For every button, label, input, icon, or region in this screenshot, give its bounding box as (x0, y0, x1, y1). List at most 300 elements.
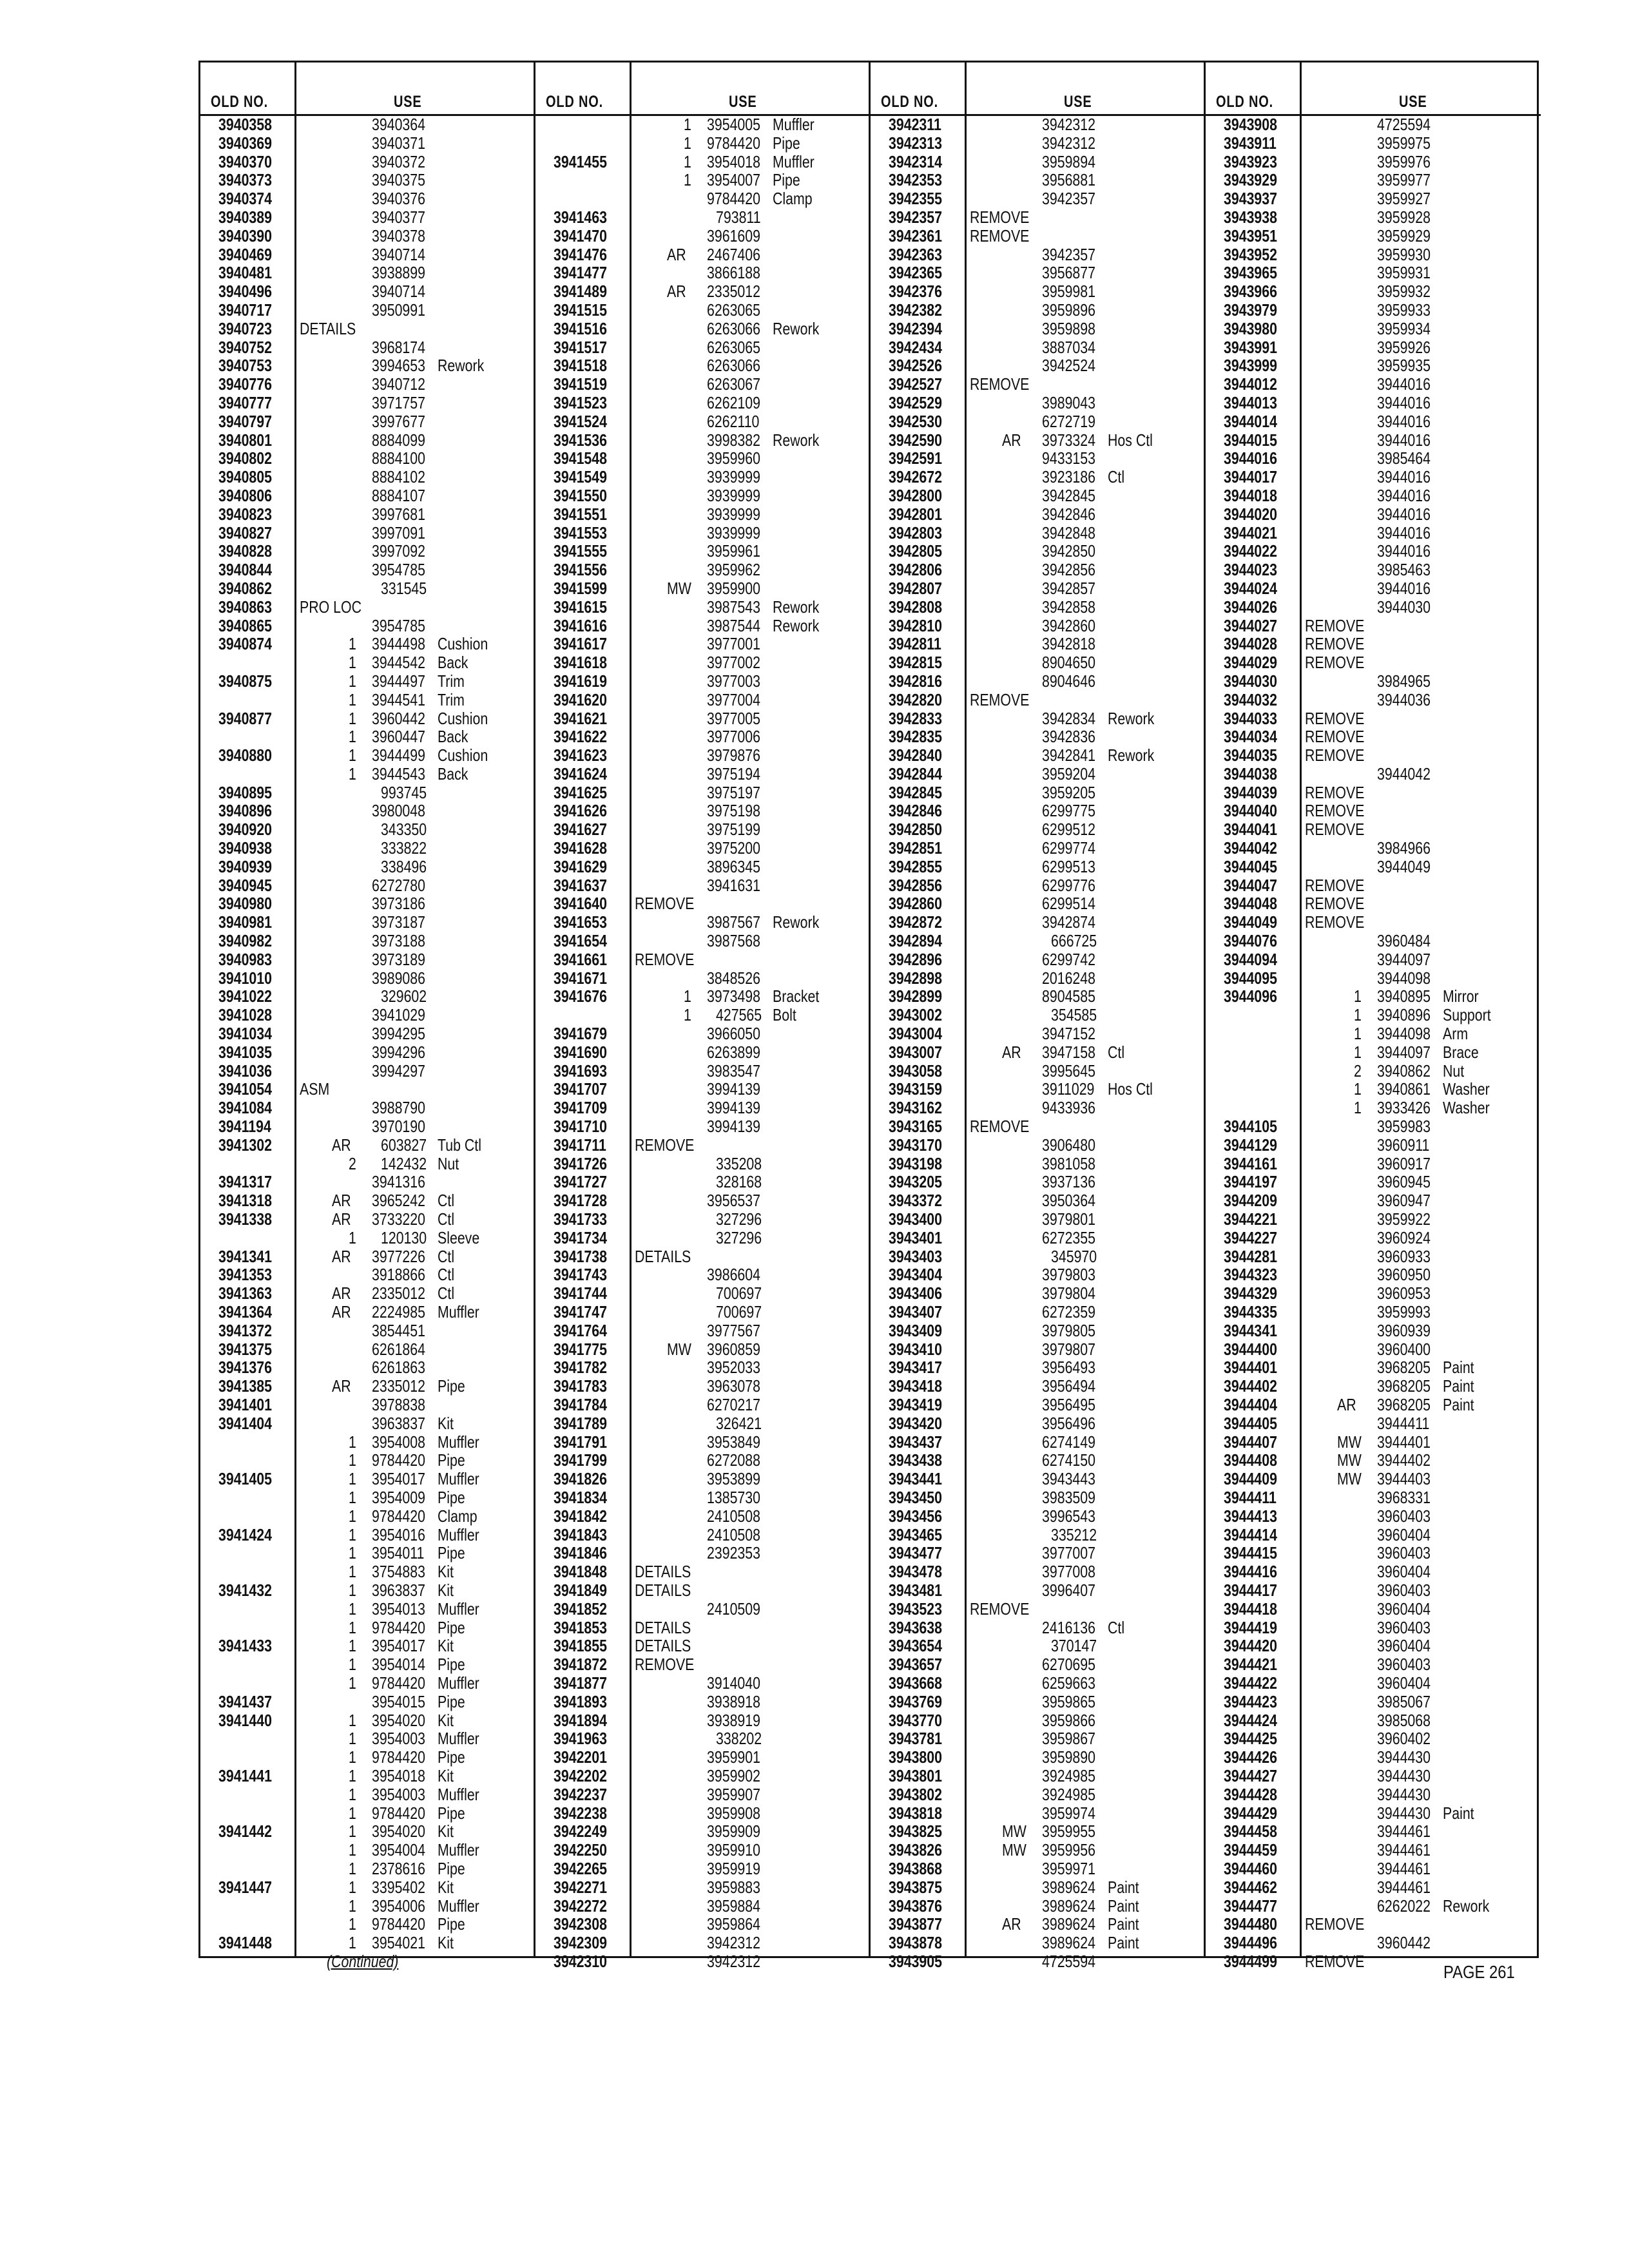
part-description: Brace (1443, 1042, 1479, 1062)
old-part-number: 3943420 (889, 1413, 943, 1433)
old-part-number: 3944409 (1224, 1469, 1278, 1489)
part-description: Ctl (438, 1191, 455, 1211)
old-part-number: 3944408 (1224, 1450, 1278, 1470)
use-part-number: 8904646 (1042, 671, 1096, 691)
old-part-number: 3941799 (554, 1450, 608, 1470)
table-row (1206, 1637, 1541, 1655)
use-part-number: 9784420 (372, 1450, 426, 1470)
use-part-number: 6299775 (1042, 801, 1096, 821)
use-part-number: 3942857 (1042, 578, 1096, 598)
use-part-number: 3997092 (372, 541, 426, 561)
old-part-number: 3942382 (889, 300, 943, 320)
part-description: Washer (1443, 1098, 1490, 1118)
use-part-number: 3938899 (372, 263, 426, 283)
old-part-number: 3941738 (554, 1246, 608, 1266)
use-part-number: 3977005 (707, 708, 761, 728)
old-part-number: 3941463 (554, 207, 608, 227)
old-part-number: 3940373 (218, 170, 273, 190)
table-row (535, 1785, 871, 1804)
old-part-number: 3942860 (889, 894, 943, 914)
table-row (535, 1878, 871, 1897)
table-row (200, 115, 535, 134)
use-part-number: 3944542 (372, 653, 426, 673)
table-row (200, 987, 535, 1006)
table-row (871, 1581, 1206, 1600)
old-part-number: 3941852 (554, 1599, 608, 1619)
table-row (1206, 1544, 1541, 1562)
quantity-code: 1 (684, 151, 691, 171)
old-part-number: 3941515 (554, 300, 608, 320)
use-part-number: 370147 (1051, 1636, 1097, 1656)
quantity-code: 1 (349, 1543, 356, 1563)
use-part-number: 3987568 (707, 931, 761, 951)
use-part-number: 3977567 (707, 1320, 761, 1340)
old-part-number: 3943826 (889, 1840, 943, 1860)
table-row (1206, 1693, 1541, 1711)
table-row (1206, 1785, 1541, 1804)
quantity-code: 1 (684, 1005, 691, 1025)
use-part-number: 9784420 (372, 1617, 426, 1637)
old-part-number: 3942591 (889, 448, 943, 468)
old-part-number: 3940496 (218, 282, 273, 302)
old-part-number: 3944028 (1224, 634, 1278, 654)
use-part-number: 3959956 (1042, 1840, 1096, 1860)
use-part-number: 9784420 (707, 133, 761, 153)
table-row (200, 356, 535, 375)
use-part-number: 3944403 (1377, 1469, 1431, 1489)
old-part-number: 3943980 (1224, 318, 1278, 338)
table-row (200, 1247, 535, 1266)
table-row (1206, 282, 1541, 301)
old-part-number: 3942434 (889, 337, 943, 357)
use-part-number: 3959929 (1377, 226, 1431, 245)
use-part-number: 3959865 (1042, 1691, 1096, 1711)
part-description: Clamp (773, 189, 813, 209)
old-part-number: 3941364 (218, 1302, 273, 1321)
table-row (200, 264, 535, 282)
table-row (871, 356, 1206, 375)
table-row (1206, 1488, 1541, 1507)
part-description: Clamp (438, 1506, 477, 1526)
old-part-number: 3940895 (218, 782, 273, 802)
old-part-number: 3942237 (554, 1784, 608, 1804)
table-row (200, 1804, 535, 1823)
table-row (871, 1804, 1206, 1823)
part-description: Muffler (438, 1840, 479, 1860)
use-part-number: 3979803 (1042, 1265, 1096, 1285)
table-row (200, 449, 535, 468)
table-row (535, 134, 871, 153)
table-row (535, 1934, 871, 1952)
table-row (200, 1358, 535, 1377)
quantity-code: 1 (349, 764, 356, 783)
status-note: REMOVE (1305, 1914, 1365, 1934)
status-note: DETAILS (635, 1636, 691, 1656)
old-part-number: 3942265 (554, 1858, 608, 1878)
table-row (535, 375, 871, 394)
old-part-number: 3944076 (1224, 931, 1278, 951)
column-4 (1206, 62, 1541, 1971)
part-description: Kit (438, 1933, 454, 1953)
status-note: REMOVE (1305, 615, 1365, 635)
use-part-number: 3996407 (1042, 1580, 1096, 1600)
old-part-number: 3944026 (1224, 597, 1278, 617)
old-part-number: 3942527 (889, 374, 943, 394)
old-part-number: 3943769 (889, 1691, 943, 1711)
table-row (200, 505, 535, 524)
use-part-number: 3944461 (1377, 1877, 1431, 1897)
use-part-number: 3944497 (372, 671, 426, 691)
quantity-code: AR (667, 244, 686, 264)
old-part-number: 3944407 (1224, 1432, 1278, 1452)
use-part-number: 3942850 (1042, 541, 1096, 561)
old-part-number: 3942310 (554, 1951, 608, 1971)
use-part-number: 2378616 (372, 1858, 426, 1878)
use-part-number: 3944461 (1377, 1858, 1431, 1878)
old-part-number: 3943999 (1224, 356, 1278, 376)
old-part-number: 3943965 (1224, 263, 1278, 283)
table-row (871, 1247, 1206, 1266)
table-row (535, 1674, 871, 1693)
old-part-number: 3940389 (218, 207, 273, 227)
part-description: Paint (1443, 1376, 1474, 1396)
old-part-number: 3940723 (218, 318, 273, 338)
use-part-number: 3940376 (372, 189, 426, 209)
old-part-number: 3941440 (218, 1710, 273, 1730)
use-part-number: 3944016 (1377, 392, 1431, 412)
use-part-number: 3944016 (1377, 578, 1431, 598)
old-part-number: 3943417 (889, 1358, 943, 1378)
old-part-number: 3943477 (889, 1543, 943, 1563)
part-description: Rework (1443, 1896, 1490, 1916)
table-row (1206, 1191, 1541, 1210)
part-description: Ctl (1108, 1042, 1125, 1062)
old-part-number: 3941599 (554, 578, 608, 598)
use-part-number: 345970 (1051, 1246, 1097, 1266)
old-part-number: 3940390 (218, 226, 273, 245)
old-part-number: 3944015 (1224, 430, 1278, 450)
table-row (1206, 709, 1541, 728)
old-part-number: 3943908 (1224, 115, 1278, 134)
old-part-number: 3942672 (889, 467, 943, 487)
old-part-number: 3944419 (1224, 1617, 1278, 1637)
old-part-number: 3944499 (1224, 1951, 1278, 1971)
table-row (200, 1340, 535, 1359)
old-part-number: 3944400 (1224, 1339, 1278, 1359)
table-row (1206, 1674, 1541, 1693)
table-row (535, 1488, 871, 1507)
old-part-number: 3943478 (889, 1562, 943, 1582)
old-part-number: 3942361 (889, 226, 943, 245)
use-part-number: 3960442 (1377, 1933, 1431, 1953)
use-part-number: 9784420 (372, 1747, 426, 1767)
table-row (535, 1841, 871, 1860)
old-part-number: 3944418 (1224, 1599, 1278, 1619)
use-part-number: 3960403 (1377, 1543, 1431, 1563)
use-part-number: 3940714 (372, 244, 426, 264)
old-part-number: 3940828 (218, 541, 273, 561)
table-row (1206, 1748, 1541, 1767)
table-row (200, 542, 535, 561)
table-row (871, 1729, 1206, 1748)
use-part-number: 3959884 (707, 1896, 761, 1916)
use-part-number: 3954018 (372, 1765, 426, 1785)
use-part-number: 3939999 (707, 485, 761, 505)
old-part-number: 3941661 (554, 949, 608, 969)
old-part-number: 3940806 (218, 485, 273, 505)
use-part-number: 3960950 (1377, 1265, 1431, 1285)
old-part-number: 3940865 (218, 615, 273, 635)
table-row (871, 709, 1206, 728)
old-part-number: 3940874 (218, 634, 273, 654)
table-row (871, 1377, 1206, 1396)
table-row (1206, 1080, 1541, 1099)
table-row (1206, 1767, 1541, 1785)
table-row (871, 1878, 1206, 1897)
use-part-number: 3959867 (1042, 1729, 1096, 1749)
use-part-number: 3959931 (1377, 263, 1431, 283)
old-part-number: 3943404 (889, 1265, 943, 1285)
quantity-code: 1 (349, 745, 356, 765)
old-part-number: 3942357 (889, 207, 943, 227)
old-part-number: 3941437 (218, 1691, 273, 1711)
quantity-code: AR (1002, 1914, 1021, 1934)
part-description: Paint (1108, 1933, 1139, 1953)
continued-note (200, 1952, 535, 1971)
use-part-number: 9784420 (372, 1803, 426, 1823)
part-description: Muffler (438, 1896, 479, 1916)
table-row (1206, 1414, 1541, 1433)
table-row (1206, 876, 1541, 895)
old-part-number: 3944032 (1224, 689, 1278, 709)
table-row (1206, 1562, 1541, 1581)
old-part-number: 3944401 (1224, 1358, 1278, 1378)
table-row (871, 449, 1206, 468)
use-part-number: 3973186 (372, 894, 426, 914)
use-part-number: 3942312 (707, 1951, 761, 1971)
old-part-number: 3942309 (554, 1933, 608, 1953)
use-part-number: 3954007 (707, 170, 761, 190)
old-part-number: 3944095 (1224, 968, 1278, 988)
use-part-number: 3994139 (707, 1117, 761, 1137)
old-part-number: 3944335 (1224, 1302, 1278, 1321)
old-part-number: 3940880 (218, 745, 273, 765)
use-part-number: 3959930 (1377, 244, 1431, 264)
use-header: USE (394, 93, 422, 111)
use-part-number: 3986604 (707, 1265, 761, 1285)
use-part-number: 3975198 (707, 801, 761, 821)
table-row (535, 1507, 871, 1526)
use-part-number: 3959983 (1377, 1117, 1431, 1137)
use-part-number: 3983547 (707, 1061, 761, 1081)
table-row (1206, 468, 1541, 486)
table-row (871, 1006, 1206, 1024)
table-row (1206, 913, 1541, 932)
old-part-number: 3942529 (889, 392, 943, 412)
use-part-number: 6263066 (707, 318, 761, 338)
use-part-number: 3944016 (1377, 430, 1431, 450)
table-row (871, 394, 1206, 412)
quantity-code: 1 (349, 1729, 356, 1749)
table-row (871, 1822, 1206, 1841)
old-part-number: 3944047 (1224, 875, 1278, 895)
quantity-code: 1 (349, 671, 356, 691)
part-description: Paint (1443, 1394, 1474, 1414)
table-row (200, 1897, 535, 1916)
use-part-number: 3977004 (707, 689, 761, 709)
old-part-number: 3944413 (1224, 1506, 1278, 1526)
table-row (871, 691, 1206, 709)
use-part-number: 6263067 (707, 374, 761, 394)
table-row (871, 1526, 1206, 1544)
use-part-number: 3987544 (707, 615, 761, 635)
old-part-number: 3941470 (554, 226, 608, 245)
use-part-number: 3989043 (1042, 392, 1096, 412)
use-part-number: 3984966 (1377, 838, 1431, 858)
use-part-number: 700697 (716, 1283, 762, 1303)
table-row (535, 1470, 871, 1488)
old-no-header: OLD NO. (1216, 93, 1273, 111)
use-part-number: 6299742 (1042, 949, 1096, 969)
table-row (1206, 727, 1541, 746)
table-row (871, 1897, 1206, 1916)
old-part-number: 3941548 (554, 448, 608, 468)
use-part-number: 3960947 (1377, 1191, 1431, 1211)
table-row (535, 449, 871, 468)
old-part-number: 3944420 (1224, 1636, 1278, 1656)
table-row (200, 338, 535, 357)
old-part-number: 3942363 (889, 244, 943, 264)
use-part-number: 3960484 (1377, 931, 1431, 951)
use-part-number: 3959866 (1042, 1710, 1096, 1730)
old-part-number: 3940481 (218, 263, 273, 283)
use-part-number: 338202 (716, 1729, 762, 1749)
old-part-number: 3944049 (1224, 912, 1278, 932)
use-part-number: 3954004 (372, 1840, 426, 1860)
old-part-number: 3942810 (889, 615, 943, 635)
table-row (200, 227, 535, 245)
old-part-number: 3940717 (218, 300, 273, 320)
use-part-number: 3942874 (1042, 912, 1096, 932)
table-row (535, 969, 871, 988)
table-row (1206, 1619, 1541, 1637)
table-row (200, 1433, 535, 1452)
use-part-number: 3854451 (372, 1320, 426, 1340)
table-row (535, 1637, 871, 1655)
old-part-number: 3941848 (554, 1562, 608, 1582)
table-row (535, 635, 871, 653)
table-row (200, 1693, 535, 1711)
old-part-number: 3941476 (554, 244, 608, 264)
part-description: Pipe (438, 1655, 465, 1675)
table-row (871, 1155, 1206, 1173)
quantity-code: 1 (349, 1710, 356, 1730)
quantity-code: MW (667, 578, 691, 598)
old-part-number: 3941616 (554, 615, 608, 635)
old-part-number: 3941028 (218, 1005, 273, 1025)
table-row (535, 1080, 871, 1099)
old-part-number: 3944423 (1224, 1691, 1278, 1711)
use-part-number: 6272088 (707, 1450, 761, 1470)
old-part-number: 3944161 (1224, 1153, 1278, 1173)
old-part-number: 3940752 (218, 337, 273, 357)
table-row (871, 1488, 1206, 1507)
use-part-number: 6262022 (1377, 1896, 1431, 1916)
use-part-number: 3973498 (707, 986, 761, 1006)
use-part-number: 3960945 (1377, 1172, 1431, 1192)
old-part-number: 3943418 (889, 1376, 943, 1396)
part-description: Paint (1108, 1877, 1139, 1897)
old-part-number: 3943406 (889, 1283, 943, 1303)
old-part-number: 3941375 (218, 1339, 273, 1359)
old-part-number: 3941629 (554, 856, 608, 876)
quantity-code: 1 (349, 1636, 356, 1656)
table-row (1206, 1897, 1541, 1916)
old-part-number: 3942806 (889, 560, 943, 580)
use-part-number: 3959932 (1377, 282, 1431, 302)
use-part-number: 3968174 (372, 337, 426, 357)
use-part-number: 3954016 (372, 1524, 426, 1544)
old-part-number: 3943438 (889, 1450, 943, 1470)
table-row (1206, 1915, 1541, 1934)
part-description: Muffler (438, 1302, 479, 1321)
use-part-number: 3979804 (1042, 1283, 1096, 1303)
use-part-number: 3977007 (1042, 1543, 1096, 1563)
use-part-number: 3754883 (372, 1562, 426, 1582)
table-row (200, 653, 535, 672)
old-part-number: 3942845 (889, 782, 943, 802)
table-row (200, 320, 535, 338)
table-row (535, 653, 871, 672)
use-part-number: 354585 (1051, 1005, 1097, 1025)
old-part-number: 3943170 (889, 1135, 943, 1155)
table-row (535, 1358, 871, 1377)
old-part-number: 3940920 (218, 820, 273, 840)
table-row (871, 1229, 1206, 1247)
old-part-number: 3941963 (554, 1729, 608, 1749)
old-part-number: 3941035 (218, 1042, 273, 1062)
old-part-number: 3943979 (1224, 300, 1278, 320)
old-part-number: 3943905 (889, 1951, 943, 1971)
old-part-number: 3941372 (218, 1320, 273, 1340)
table-row (1206, 356, 1541, 375)
old-part-number: 3943991 (1224, 337, 1278, 357)
table-row (535, 1303, 871, 1321)
old-part-number: 3940753 (218, 356, 273, 376)
status-note: ASM (300, 1079, 330, 1099)
use-part-number: 2335012 (372, 1283, 426, 1303)
table-row (1206, 320, 1541, 338)
use-part-number: 3954017 (372, 1636, 426, 1656)
use-part-number: 3954020 (372, 1710, 426, 1730)
old-part-number: 3941707 (554, 1079, 608, 1099)
table-row (200, 1729, 535, 1748)
table-row (871, 635, 1206, 653)
part-description: Rework (773, 318, 820, 338)
old-part-number: 3942272 (554, 1896, 608, 1916)
table-row (535, 264, 871, 282)
old-part-number: 3941853 (554, 1617, 608, 1637)
table-row (535, 1229, 871, 1247)
part-description: Muffler (438, 1524, 479, 1544)
part-description: Trim (438, 671, 465, 691)
use-part-number: 3923186 (1042, 467, 1096, 487)
use-part-number: 4725594 (1042, 1951, 1096, 1971)
table-row (1206, 820, 1541, 839)
table-row (1206, 1024, 1541, 1043)
table-row (200, 1470, 535, 1488)
old-part-number: 3941690 (554, 1042, 608, 1062)
